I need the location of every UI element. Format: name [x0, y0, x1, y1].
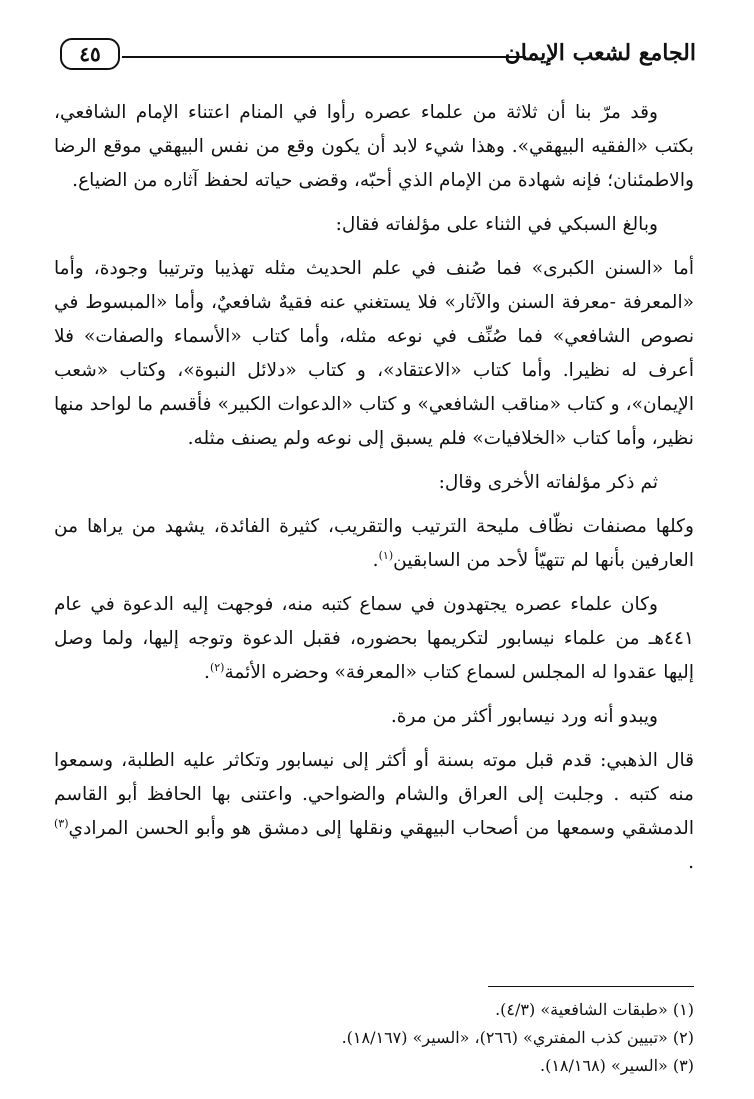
paragraph: وقد مرّ بنا أن ثلاثة من علماء عصره رأوا في المنام اعتناء الإمام الشافعي، بكتب «الفقيه البيهقي». وهذا شيء لابد أن يكون وقع من نفس البيهقي موقع الرضا والاطمئنان؛ فإنه شهادة من الإمام الذي أحبّه، وقضى حياته لحفظ آثاره من الضياع. [54, 102, 694, 191]
main-text [54, 96, 694, 890]
footnote: (٣) «السير» (١٨/١٦٨). [539, 1056, 694, 1075]
paragraph: ويبدو أنه ورد نيسابور أكثر من مرة. [390, 706, 658, 727]
header-rule [122, 56, 526, 58]
footnote: (٢) «تبيين كذب المفتري» (٢٦٦)، «السير» (١٨/١٦٧). [341, 1028, 694, 1047]
footnote-separator [488, 986, 694, 987]
footnote: (١) «طبقات الشافعية» (٤/٣). [495, 1000, 694, 1019]
paragraph: وبالغ السبكي في الثناء على مؤلفاته فقال: [335, 214, 658, 235]
page-number: ٤٥ [60, 38, 120, 70]
footnote-marker: (١) [378, 548, 394, 562]
paragraph: قال الذهبي: قدم قبل موته بسنة أو أكثر إلى نيسابور وتكاثر عليه الطلبة، وسمعوا منه كتبه . وجلبت إلى العراق والشام والضواحي. واعتنى بها الحافظ أبو القاسم الدمشقي وسمعها من أصحاب البيهقي ونقلها إلى دمشق هو وأبو الحسن المرادي$^{(٣)}$ . [54, 750, 694, 873]
quoted-paragraph: وكلها مصنفات نظّاف مليحة الترتيب والتقريب، كثيرة الفائدة، يشهد من يراها من العارفين بأنها لم تتهيّأ لأحد من السابقين$^{(١)}$. [54, 516, 694, 571]
quoted-paragraph: أما «السنن الكبرى» فما صُنف في علم الحديث مثله تهذيبا وترتيبا وجودة، وأما «المعرفة -معرفة السنن والآثار» فلا يستغني عنه فقيهٌ شافعيٌ، وأما «المبسوط في نصوص الشافعي» فما صُنِّف في نوعه مثله، وأما كتاب «الأسماء والصفات» فلا أعرف له نظيرا. وأما كتاب «الاعتقاد»، و كتاب «دلائل النبوة»، وكتاب «شعب الإيمان»، و كتاب «مناقب الشافعي» و كتاب «الدعوات الكبير» فأقسم ما لواحد منها نظير، وأما كتاب «الخلافيات» فلم يسبق إلى نوعه ولم يصنف مثله. [54, 258, 694, 449]
page-header [60, 36, 696, 76]
running-title: الجامع لشعب الإيمان [504, 40, 696, 66]
paragraph: وكان علماء عصره يجتهدون في سماع كتبه منه، فوجهت إليه الدعوة في عام ٤٤١هـ من علماء نيسابور لتكريمها بحضوره، فقبل الدعوة وتوجه إليها، ولما وصل إليها عقدوا له المجلس لسماع كتاب «المعرفة» وحضره الأئمة$^{(٢)}$. [54, 594, 694, 683]
footnotes [54, 996, 694, 1080]
footnote-marker: (٢) [209, 660, 225, 674]
footnote-marker: (٣) [54, 816, 69, 830]
paragraph: ثم ذكر مؤلفاته الأخرى وقال: [438, 472, 658, 493]
